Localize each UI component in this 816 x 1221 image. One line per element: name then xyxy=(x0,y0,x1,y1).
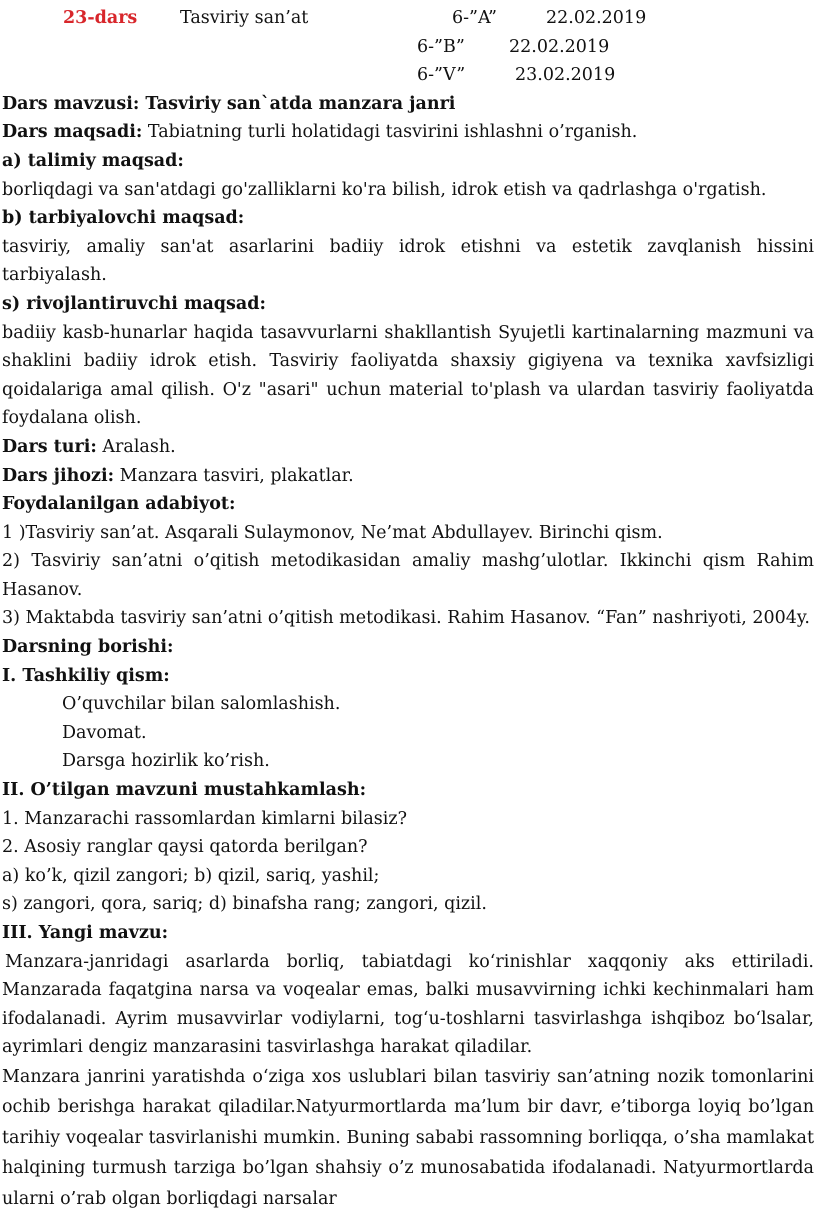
answer-options: a) ko’k, qizil zangori; b) qizil, sariq, yashil; xyxy=(2,865,380,886)
lesson-equipment xyxy=(2,462,814,491)
header-row-1 xyxy=(2,4,814,33)
literature-item: 1 )Tasviriy san’at. Asqarali Sulaymonov, Ne’mat Abdullayev. Birinchi qism. xyxy=(2,522,663,543)
goal-value: Tabiatning turli holatidagi tasvirini ishlashni o’rganish. xyxy=(142,122,638,143)
literature-label: Foydalanilgan adabiyot: xyxy=(2,494,236,515)
section2-label: II. O’tilgan mavzuni mustahkamlash: xyxy=(2,780,367,801)
equipment-label: Dars jihozi: xyxy=(2,465,115,486)
section1-label: I. Tashkiliy qism: xyxy=(2,665,170,686)
subject-title: Tasviriy san’at xyxy=(180,8,309,28)
section1-item: Davomat. xyxy=(62,722,147,743)
lesson-number: 23-dars xyxy=(63,8,138,28)
class-date: 22.02.2019 xyxy=(509,36,610,57)
question-line: 2. Asosiy ranglar qaysi qatorda berilgan? xyxy=(2,837,368,858)
literature-item: 3) Maktabda tasviriy san’atni o’qitish metodikasi. Rahim Hasanov. “Fan” nashriyoti, 2004y. xyxy=(2,608,810,629)
lesson-type xyxy=(2,433,814,462)
type-label: Dars turi: xyxy=(2,436,97,457)
header-row-3 xyxy=(2,61,814,90)
goal-b-label: b) tarbiyalovchi maqsad: xyxy=(2,208,245,229)
answer-options: s) zangori, qora, sariq; d) binafsha rang; zangori, qizil. xyxy=(2,894,487,915)
class-name: 6-”B” xyxy=(417,36,465,57)
equipment-value: Manzara tasviri, plakatlar. xyxy=(114,465,354,486)
type-value: Aralash. xyxy=(96,436,176,457)
class-date: 23.02.2019 xyxy=(515,65,616,86)
topic-label: Dars mavzusi: xyxy=(2,93,140,114)
lesson-goal xyxy=(2,118,814,147)
question-line: 1. Manzarachi rassomlardan kimlarni bilasiz? xyxy=(2,808,407,829)
goal-a-text: borliqdagi va san'atdagi go'zalliklarni ko'ra bilish, idrok etish va qadrlashga o'rgatish. xyxy=(2,179,767,200)
class-name: 6-”V” xyxy=(417,65,466,86)
header-row-2 xyxy=(2,33,814,62)
section1-item: Darsga hozirlik ko’rish. xyxy=(62,751,270,772)
goal-b-text: tasviriy, amaliy san'at asarlarini badiiy idrok etishni va estetik zavqlanish hissini tarbiyalash. xyxy=(2,236,814,286)
new-topic-paragraph: Manzara janrini yaratishda o‘ziga xos uslublari bilan tasviriy san’atning nozik tomonlarini ochib berishga harakat qiladilar.Natyurmortlarda ma’lum bir davr, e’tiborga loyiq bo’lgan tarihiy voqealar tasvirlanishi mumkin. Buning sababi rassomning borliqqa, o’sha mamlakat halqining turmush tarziga bo’lgan shahsiy o’z munosabatida ifodalanadi. Natyurmortlarda ularni o’rab olgan borliqdagi narsalar xyxy=(2,1066,814,1209)
class-name: 6-”A” xyxy=(452,8,498,28)
section1-item: O’quvchilar bilan salomlashish. xyxy=(62,694,341,715)
goal-s-label: s) rivojlantiruvchi maqsad: xyxy=(2,293,266,314)
topic-value: Tasviriy san`atda manzara janri xyxy=(139,93,456,114)
progress-label: Darsning borishi: xyxy=(2,637,174,658)
class-date: 22.02.2019 xyxy=(546,8,647,28)
section3-label: III. Yangi mavzu: xyxy=(2,923,169,943)
lesson-topic xyxy=(2,90,814,119)
goal-label: Dars maqsadi: xyxy=(2,122,143,143)
goal-s-text: badiiy kasb-hunarlar haqida tasavvurlarni shakllantish Syujetli kartinalarning mazmuni va shaklini badiiy idrok etish. Tasviriy faoliyatda shaxsiy gigiyena va texnika xavfsizligi qoidalariga amal qilish. O'z "asari" uchun material to'plash va ulardan tasviriy faoliyatda foydalana olish. xyxy=(2,322,814,429)
literature-item: 2) Tasviriy san’atni o’qitish metodikasidan amaliy mashg’ulotlar. Ikkinchi qism Rahim Hasanov. xyxy=(2,551,814,600)
goal-a-label: a) talimiy maqsad: xyxy=(2,150,184,171)
new-topic-paragraph: Manzara-janridagi asarlarda borliq, tabiatdagi ko‘rinishlar xaqqoniy aks ettiriladi. Manzarada faqatgina narsa va voqealar emas, balki musavvirning ichki kechinmalari ham ifodalanadi. Ayrim musavvirlar vodiylarni, tog‘u-toshlarni tasvirlashga ishqiboz bo‘lsalar, ayrimlari dengiz manzarasini tasvirlashga harakat qiladilar. xyxy=(2,951,814,1058)
